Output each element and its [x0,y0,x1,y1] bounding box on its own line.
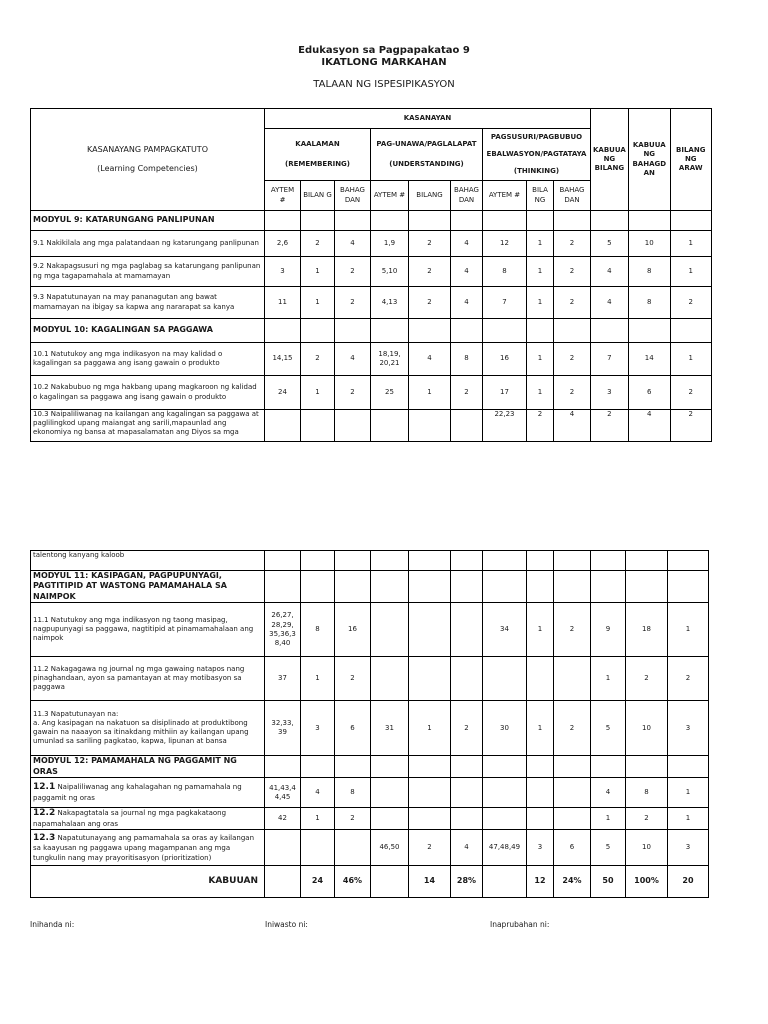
table-row: 10.3 Naipaliliwanag na kailangan ang kagalingan sa paggawa at paglilingkod upang maiangat ang sarili,mapaunlad ang ekonomiya ng bansa at mapasalamatan ang Diyos sa mga 22,23 2 4 2 4 2 [31,410,712,442]
table-row: 12.3 Napatutunayang ang pamamahala sa oras ay kailangan sa kaayusan ng paggawa upang magampanan ang mga tungkulin nang may prayoritisasyon (prioritization) 46,50 2 4 47,48,49 3 6 5 10 3 [31,830,709,866]
competency-header: KASANAYANG PAMPAGKATUTO (Learning Competencies) [31,109,265,211]
checked-by-label: Iniwasto ni: [265,920,308,929]
table-row: 11.1 Natutukoy ang mga indikasyon ng taong masipag, nagpupunyagi sa paggawa, nagtitipid at pinamamahalaan ang naimpok 26,27, 28,29, 35,36,3 8,40 8 16 34 1 2 9 18 1 [31,603,709,657]
kasanayan-header: KASANAYAN [265,109,591,129]
t-bahagdan-header: BAHAG DAN [554,181,591,211]
subject-title: Edukasyon sa Pagpapakatao 9 [298,45,470,56]
specification-table-page2 [30,550,709,898]
table-row: 11.2 Nakagagawa ng journal ng mga gawaing natapos nang pinaghandaan, ayon sa pamantayan at may motibasyon sa paggawa 37 1 2 1 2 2 [31,657,709,701]
t-aytem-header: AYTEM # [483,181,527,211]
table-row: 9.2 Nakapagsusuri ng mga paglabag sa katarungang panlipunan ng mga tagapamahala at mamamayan 3 1 2 5,10 2 4 8 1 2 4 8 1 [31,257,712,287]
table-row: 11.3 Napatutunayan na: a. Ang kasipagan na nakatuon sa disiplinado at produktibong gawain na naaayon sa itinakdang mithiin ay kailangan upang umunlad sa sariling pagkatao, kapwa, lipunan at bansa 32,33, 39 3 6 31 1 2 30 1 2 5 10 3 [31,701,709,756]
kaalaman-header: KAALAMAN (REMEMBERING) [265,129,371,181]
t-bilang-header: BILA NG [527,181,554,211]
k-bilang-header: BILAN G [301,181,335,211]
continued-competency: talentong kanyang kaloob [31,551,265,571]
total-row: KABUUAN 24 46% 14 28% 12 24% 50 100% 20 [31,866,709,898]
prepared-by-label: Inihanda ni: [30,920,75,929]
approved-by-label: Inaprubahan ni: [490,920,550,929]
pagsusuri-header: PAGSUSURI/PAGBUBUO EBALWASYON/PAGTATAYA (THINKING) [483,129,591,181]
kabuuang-bilang-header: KABUUA NG BILANG [591,109,629,211]
table-row: 9.1 Nakikilala ang mga palatandaan ng katarungang panlipunan 2,6 2 4 1,9 2 4 12 1 2 5 10 1 [31,231,712,257]
module-11-heading: MODYUL 11: KASIPAGAN, PAGPUPUNYAGI, PAGTITIPID AT WASTONG PAMAMAHALA SA NAIMPOK [31,571,265,603]
module-10-heading: MODYUL 10: KAGALINGAN SA PAGGAWA [31,319,265,343]
pagunawa-header: PAG-UNAWA/PAGLALAPAT (UNDERSTANDING) [371,129,483,181]
u-bilang-header: BILANG [409,181,451,211]
k-bahagdan-header: BAHAG DAN [335,181,371,211]
table-row: 10.1 Natutukoy ang mga indikasyon na may kalidad o kagalingan sa paggawa ang isang gawain o produkto 14,15 2 4 18,19, 20,21 4 8 16 1 2 7 14 1 [31,343,712,376]
table-row: 12.1 Naipaliliwanag ang kahalagahan ng pamamahala ng paggamit ng oras 41,43,4 4,45 4 8 4 8 1 [31,778,709,808]
table-row: 10.2 Nakabubuo ng mga hakbang upang magkaroon ng kalidad o kagalingan sa paggawa ang isang gawain o produkto 24 1 2 25 1 2 17 1 2 3 6 2 [31,376,712,410]
table-row: 9.3 Napatutunayan na may pananagutan ang bawat mamamayan na ibigay sa kapwa ang nararapat sa kanya 11 1 2 4,13 2 4 7 1 2 4 8 2 [31,287,712,319]
module-9-heading: MODYUL 9: KATARUNGANG PANLIPUNAN [31,211,265,231]
specification-table-page1 [30,108,712,442]
table-row: 12.2 Nakapagtatala sa journal ng mga pagkakataong napamahalaan ang oras 42 1 2 1 2 1 [31,808,709,830]
u-bahagdan-header: BAHAG DAN [451,181,483,211]
bilang-araw-header: BILANG NG ARAW [670,109,711,211]
k-aytem-header: AYTEM # [265,181,301,211]
module-12-heading: MODYUL 12: PAMAMAHALA NG PAGGAMIT NG ORAS [31,756,265,778]
kabuuang-bahagdan-header: KABUUA NG BAHAGD AN [628,109,670,211]
u-aytem-header: AYTEM # [371,181,409,211]
quarter-title: IKATLONG MARKAHAN [321,57,447,68]
document-title: TALAAN NG ISPESIPIKASYON [313,79,455,90]
